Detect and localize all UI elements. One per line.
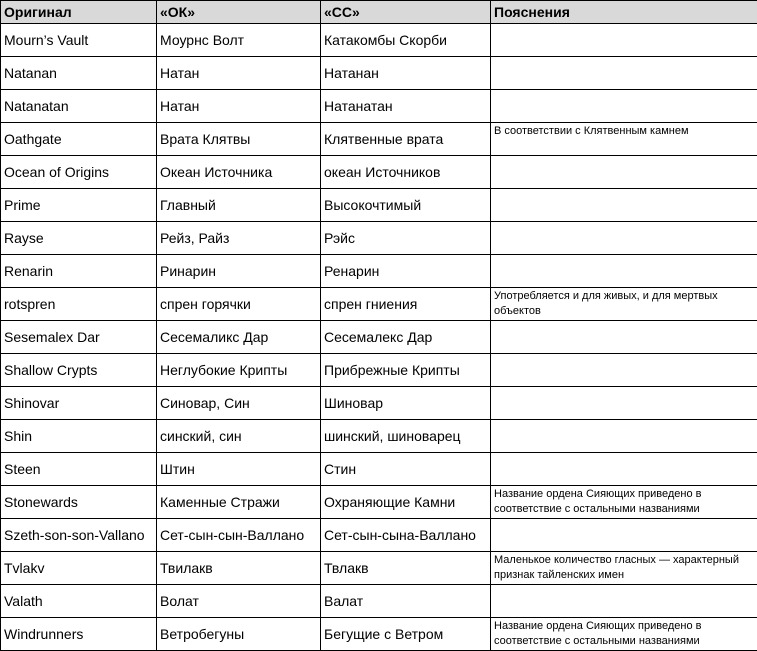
table-row — [1, 420, 757, 453]
cell-ok: Главный — [157, 189, 321, 222]
cell-ok: Каменные Стражи — [157, 486, 321, 519]
cell-ok: Волат — [157, 585, 321, 618]
cell-original: Mourn’s Vault — [1, 24, 157, 57]
cell-note: Название ордена Сияющих приведено в соответствие с остальными названиями — [491, 618, 757, 651]
table-row — [1, 156, 757, 189]
cell-original: Valath — [1, 585, 157, 618]
cell-note: Употребляется и для живых, и для мертвых объектов — [491, 288, 757, 321]
cell-note — [491, 387, 757, 420]
cell-original: Ocean of Origins — [1, 156, 157, 189]
cell-note — [491, 156, 757, 189]
cell-ss: Ренарин — [321, 255, 491, 288]
column-header-notes: Пояснения — [491, 1, 757, 24]
cell-ok: Ветробегуны — [157, 618, 321, 651]
cell-note: Название ордена Сияющих приведено в соответствие с остальными названиями — [491, 486, 757, 519]
table-row — [1, 24, 757, 57]
cell-ss: Катакомбы Скорби — [321, 24, 491, 57]
table-row — [1, 222, 757, 255]
cell-note — [491, 354, 757, 387]
cell-original: Shinovar — [1, 387, 157, 420]
table-row — [1, 453, 757, 486]
cell-note: В соответствии с Клятвенным камнем — [491, 123, 757, 156]
table-row — [1, 57, 757, 90]
cell-ss: Сесемалекс Дар — [321, 321, 491, 354]
table-row — [1, 123, 757, 156]
column-header-original: Оригинал — [1, 1, 157, 24]
table-row — [1, 585, 757, 618]
cell-ok: Натан — [157, 90, 321, 123]
cell-note: Маленькое количество гласных — характерный признак тайленских имен — [491, 552, 757, 585]
table-row — [1, 552, 757, 585]
cell-note — [491, 321, 757, 354]
table-row — [1, 618, 757, 651]
cell-note — [491, 222, 757, 255]
cell-original: Natanan — [1, 57, 157, 90]
cell-ok: Неглубокие Крипты — [157, 354, 321, 387]
cell-ss: океан Источников — [321, 156, 491, 189]
cell-original: Natanatan — [1, 90, 157, 123]
cell-ok: Штин — [157, 453, 321, 486]
cell-ss: Прибрежные Крипты — [321, 354, 491, 387]
cell-ok: Рейз, Райз — [157, 222, 321, 255]
cell-ss: Натанан — [321, 57, 491, 90]
cell-ss: Рэйс — [321, 222, 491, 255]
table-row — [1, 321, 757, 354]
cell-note — [491, 255, 757, 288]
cell-ok: Твилакв — [157, 552, 321, 585]
table-row — [1, 288, 757, 321]
cell-ss: Твлакв — [321, 552, 491, 585]
cell-original: Szeth-son-son-Vallano — [1, 519, 157, 552]
cell-note — [491, 453, 757, 486]
cell-original: Steen — [1, 453, 157, 486]
cell-original: Windrunners — [1, 618, 157, 651]
cell-ss: Стин — [321, 453, 491, 486]
cell-ok: Сесемаликс Дар — [157, 321, 321, 354]
cell-note — [491, 57, 757, 90]
cell-note — [491, 90, 757, 123]
cell-note — [491, 519, 757, 552]
column-header-ss: «СС» — [321, 1, 491, 24]
cell-ss: Натанатан — [321, 90, 491, 123]
cell-original: Shin — [1, 420, 157, 453]
cell-note — [491, 24, 757, 57]
cell-ok: Синовар, Син — [157, 387, 321, 420]
cell-original: Oathgate — [1, 123, 157, 156]
cell-ss: Клятвенные врата — [321, 123, 491, 156]
cell-original: Rayse — [1, 222, 157, 255]
cell-original: Shallow Crypts — [1, 354, 157, 387]
table-row — [1, 90, 757, 123]
cell-ok: Океан Источника — [157, 156, 321, 189]
column-header-ok: «ОК» — [157, 1, 321, 24]
cell-ss: Бегущие с Ветром — [321, 618, 491, 651]
cell-ok: Ринарин — [157, 255, 321, 288]
cell-original: Stonewards — [1, 486, 157, 519]
table-body — [1, 24, 757, 651]
cell-note — [491, 420, 757, 453]
cell-original: Sesemalex Dar — [1, 321, 157, 354]
table-row — [1, 354, 757, 387]
cell-ss: Сет-сын-сына-Валлано — [321, 519, 491, 552]
cell-note — [491, 585, 757, 618]
cell-ok: синский, син — [157, 420, 321, 453]
cell-ss: спрен гниения — [321, 288, 491, 321]
cell-original: Prime — [1, 189, 157, 222]
cell-ss: Охраняющие Камни — [321, 486, 491, 519]
cell-ok: Натан — [157, 57, 321, 90]
cell-ss: Высокочтимый — [321, 189, 491, 222]
cell-ss: Шиновар — [321, 387, 491, 420]
cell-ss: шинский, шиноварец — [321, 420, 491, 453]
cell-original: Tvlakv — [1, 552, 157, 585]
cell-note — [491, 189, 757, 222]
cell-ok: спрен горячки — [157, 288, 321, 321]
table-row — [1, 255, 757, 288]
cell-ss: Валат — [321, 585, 491, 618]
table-row — [1, 486, 757, 519]
cell-original: Renarin — [1, 255, 157, 288]
table-row — [1, 519, 757, 552]
table-header — [1, 1, 757, 24]
cell-ok: Сет-сын-сын-Валлано — [157, 519, 321, 552]
table-row — [1, 387, 757, 420]
cell-ok: Врата Клятвы — [157, 123, 321, 156]
cell-original: rotspren — [1, 288, 157, 321]
header-row — [1, 1, 757, 24]
table-row — [1, 189, 757, 222]
cell-ok: Моурнс Волт — [157, 24, 321, 57]
